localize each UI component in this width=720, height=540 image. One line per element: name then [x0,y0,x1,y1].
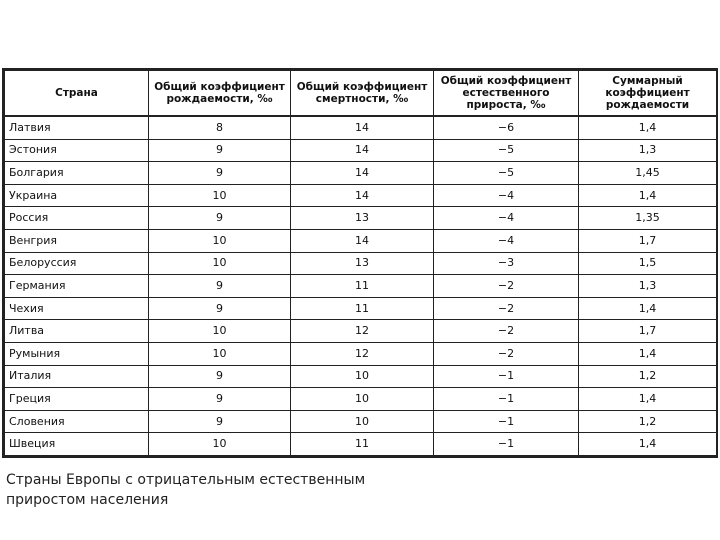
cell-birth-rate: 9 [149,162,291,185]
table-row [5,184,717,207]
header-country: Страна [5,71,149,117]
cell-country: Литва [5,320,149,343]
slide-caption: Страны Европы с отрицательным естественным приростом населения [6,472,366,508]
cell-fertility-rate: 1,4 [579,297,717,320]
header-death-rate: Общий коэффициент смертности, ‰ [291,71,434,117]
cell-fertility-rate: 1,35 [579,207,717,230]
cell-natural-growth: −1 [434,410,579,433]
cell-death-rate: 13 [291,207,434,230]
cell-death-rate: 11 [291,275,434,298]
cell-death-rate: 14 [291,139,434,162]
cell-birth-rate: 10 [149,433,291,456]
table-row [5,388,717,411]
cell-natural-growth: −4 [434,207,579,230]
cell-death-rate: 10 [291,388,434,411]
header-fertility-rate: Суммарный коэффициент рождаемости [579,71,717,117]
cell-death-rate: 10 [291,365,434,388]
cell-birth-rate: 10 [149,342,291,365]
cell-country: Украина [5,184,149,207]
table-row [5,297,717,320]
table-row [5,162,717,185]
cell-death-rate: 12 [291,320,434,343]
cell-natural-growth: −1 [434,365,579,388]
birth-death-rate-table [4,70,717,456]
cell-fertility-rate: 1,7 [579,320,717,343]
cell-natural-growth: −4 [434,184,579,207]
table-row [5,207,717,230]
cell-death-rate: 11 [291,433,434,456]
cell-death-rate: 12 [291,342,434,365]
cell-fertility-rate: 1,4 [579,116,717,139]
cell-fertility-rate: 1,3 [579,275,717,298]
cell-natural-growth: −1 [434,388,579,411]
cell-fertility-rate: 1,5 [579,252,717,275]
table-row [5,320,717,343]
cell-birth-rate: 9 [149,275,291,298]
cell-country: Греция [5,388,149,411]
cell-fertility-rate: 1,4 [579,388,717,411]
cell-death-rate: 11 [291,297,434,320]
cell-country: Чехия [5,297,149,320]
cell-natural-growth: −2 [434,275,579,298]
birth-death-rate-table-container [2,68,718,458]
cell-country: Белоруссия [5,252,149,275]
table-header-row [5,71,717,117]
cell-country: Россия [5,207,149,230]
cell-country: Германия [5,275,149,298]
cell-birth-rate: 10 [149,320,291,343]
cell-birth-rate: 9 [149,297,291,320]
cell-natural-growth: −3 [434,252,579,275]
cell-natural-growth: −2 [434,297,579,320]
table-header [5,71,717,117]
cell-natural-growth: −2 [434,342,579,365]
cell-fertility-rate: 1,2 [579,410,717,433]
table-row [5,275,717,298]
cell-natural-growth: −6 [434,116,579,139]
cell-fertility-rate: 1,4 [579,342,717,365]
cell-death-rate: 14 [291,184,434,207]
cell-death-rate: 14 [291,162,434,185]
cell-fertility-rate: 1,4 [579,433,717,456]
cell-natural-growth: −2 [434,320,579,343]
cell-death-rate: 14 [291,116,434,139]
cell-country: Венгрия [5,229,149,252]
cell-birth-rate: 9 [149,207,291,230]
cell-natural-growth: −4 [434,229,579,252]
cell-country: Румыния [5,342,149,365]
cell-birth-rate: 10 [149,229,291,252]
table-row [5,365,717,388]
cell-death-rate: 14 [291,229,434,252]
cell-fertility-rate: 1,2 [579,365,717,388]
table-row [5,342,717,365]
table-row [5,139,717,162]
cell-birth-rate: 9 [149,139,291,162]
cell-natural-growth: −5 [434,139,579,162]
table-row [5,116,717,139]
cell-birth-rate: 10 [149,184,291,207]
cell-country: Италия [5,365,149,388]
cell-birth-rate: 8 [149,116,291,139]
cell-fertility-rate: 1,45 [579,162,717,185]
table-row [5,252,717,275]
cell-country: Латвия [5,116,149,139]
cell-natural-growth: −5 [434,162,579,185]
table-body [5,116,717,455]
cell-country: Эстония [5,139,149,162]
cell-death-rate: 13 [291,252,434,275]
cell-country: Словения [5,410,149,433]
header-birth-rate: Общий коэффициент рождаемости, ‰ [149,71,291,117]
cell-natural-growth: −1 [434,433,579,456]
cell-birth-rate: 9 [149,365,291,388]
cell-country: Швеция [5,433,149,456]
cell-country: Болгария [5,162,149,185]
table-row [5,410,717,433]
table-row [5,229,717,252]
cell-fertility-rate: 1,4 [579,184,717,207]
cell-fertility-rate: 1,7 [579,229,717,252]
cell-birth-rate: 9 [149,388,291,411]
table-row [5,433,717,456]
cell-birth-rate: 9 [149,410,291,433]
cell-birth-rate: 10 [149,252,291,275]
cell-fertility-rate: 1,3 [579,139,717,162]
cell-death-rate: 10 [291,410,434,433]
header-natural-growth: Общий коэффициент естественного прироста, ‰ [434,71,579,117]
